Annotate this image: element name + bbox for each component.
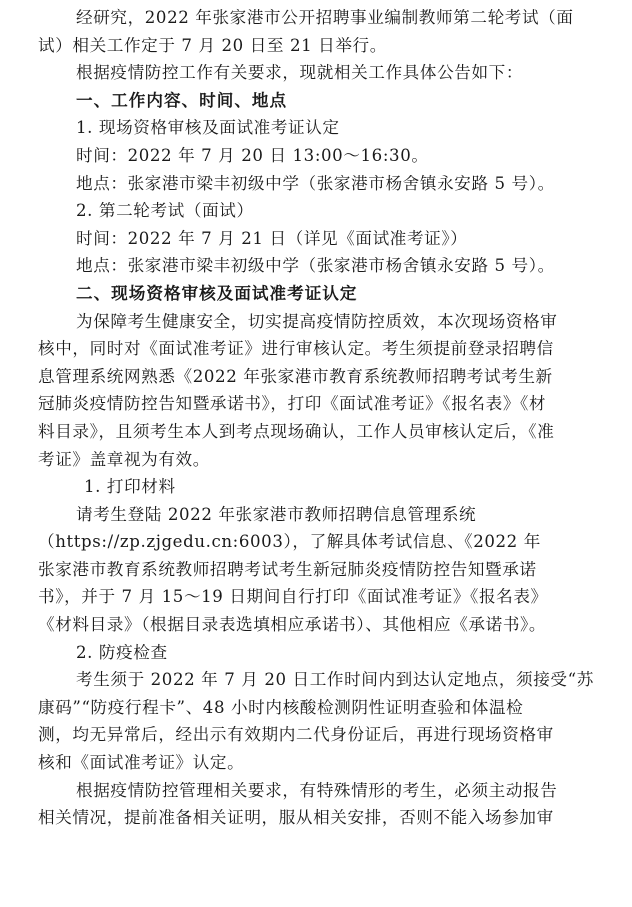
text-line: 根据疫情防控工作有关要求，现就相关工作具体公告如下： (76, 63, 524, 83)
text-line: 张家港市教育系统教师招聘考试考生新冠肺炎疫情防控告知暨承诺 (38, 559, 537, 579)
text-line: 测，均无异常后，经出示有效期内二代身份证后，再进行现场资格审 (38, 725, 554, 745)
text-line: 考证》盖章视为有效。 (38, 449, 210, 469)
text-line: 试）相关工作定于 7 月 20 日至 21 日举行。 (38, 35, 387, 55)
text-line: 时间：2022 年 7 月 21 日（详见《面试准考证》） (76, 228, 468, 248)
text-line: 料目录》，且须考生本人到考点现场确认，工作人员审核认定后，《准 (38, 421, 555, 441)
section-heading: 二、现场资格审核及面试准考证认定 (76, 282, 358, 303)
text-line: 息管理系统网熟悉《2022 年张家港市教育系统教师招聘考试考生新 (38, 366, 553, 386)
text-line: 1. 打印材料 (84, 477, 176, 497)
text-line: 考生须于 2022 年 7 月 20 日工作时间内到达认定地点，须接受“苏 (76, 670, 594, 690)
document-body (38, 4, 596, 832)
text-line: 2. 第二轮考试（面试） (76, 201, 254, 221)
text-line: （https://zp.zjgedu.cn:6003），了解具体考试信息、《2022 年 (38, 532, 541, 552)
text-line: 康码”“防疫行程卡”、48 小时内核酸检测阴性证明查验和体温检 (38, 697, 524, 717)
text-line: 书》，并于 7 月 15～19 日期间自行打印《面试准考证》《报名表》 (38, 587, 548, 607)
text-line: 《材料目录》（根据目录表选填相应承诺书）、其他相应《承诺书》。 (38, 615, 547, 635)
text-line: 经研究，2022 年张家港市公开招聘事业编制教师第二轮考试（面 (76, 8, 574, 27)
text-line: 冠肺炎疫情防控告知暨承诺书》，打印《面试准考证》《报名表》《材 (38, 394, 547, 414)
text-line: 为保障考生健康安全，切实提高疫情防控质效，本次现场资格审 (76, 311, 558, 331)
text-line: 1. 现场资格审核及面试准考证认定 (76, 118, 340, 138)
text-line: 时间：2022 年 7 月 20 日 13:00～16:30。 (76, 145, 429, 165)
text-line: 核和《面试准考证》认定。 (38, 753, 245, 773)
text-line: 相关情况，提前准备相关证明，服从相关安排，否则不能入场参加审 (38, 808, 554, 828)
section-heading: 一、工作内容、时间、地点 (76, 89, 288, 110)
text-line: 地点：张家港市梁丰初级中学（张家港市杨舍镇永安路 5 号）。 (76, 256, 555, 276)
text-line: 核中，同时对《面试准考证》进行审核认定。考生须提前登录招聘信 (38, 339, 554, 359)
text-line: 地点：张家港市梁丰初级中学（张家港市杨舍镇永安路 5 号）。 (76, 173, 555, 193)
text-line: 2. 防疫检查 (76, 642, 168, 662)
text-line: 请考生登陆 2022 年张家港市教师招聘信息管理系统 (76, 504, 477, 524)
text-line: 根据疫情防控管理相关要求，有特殊情形的考生，必须主动报告 (76, 780, 558, 800)
